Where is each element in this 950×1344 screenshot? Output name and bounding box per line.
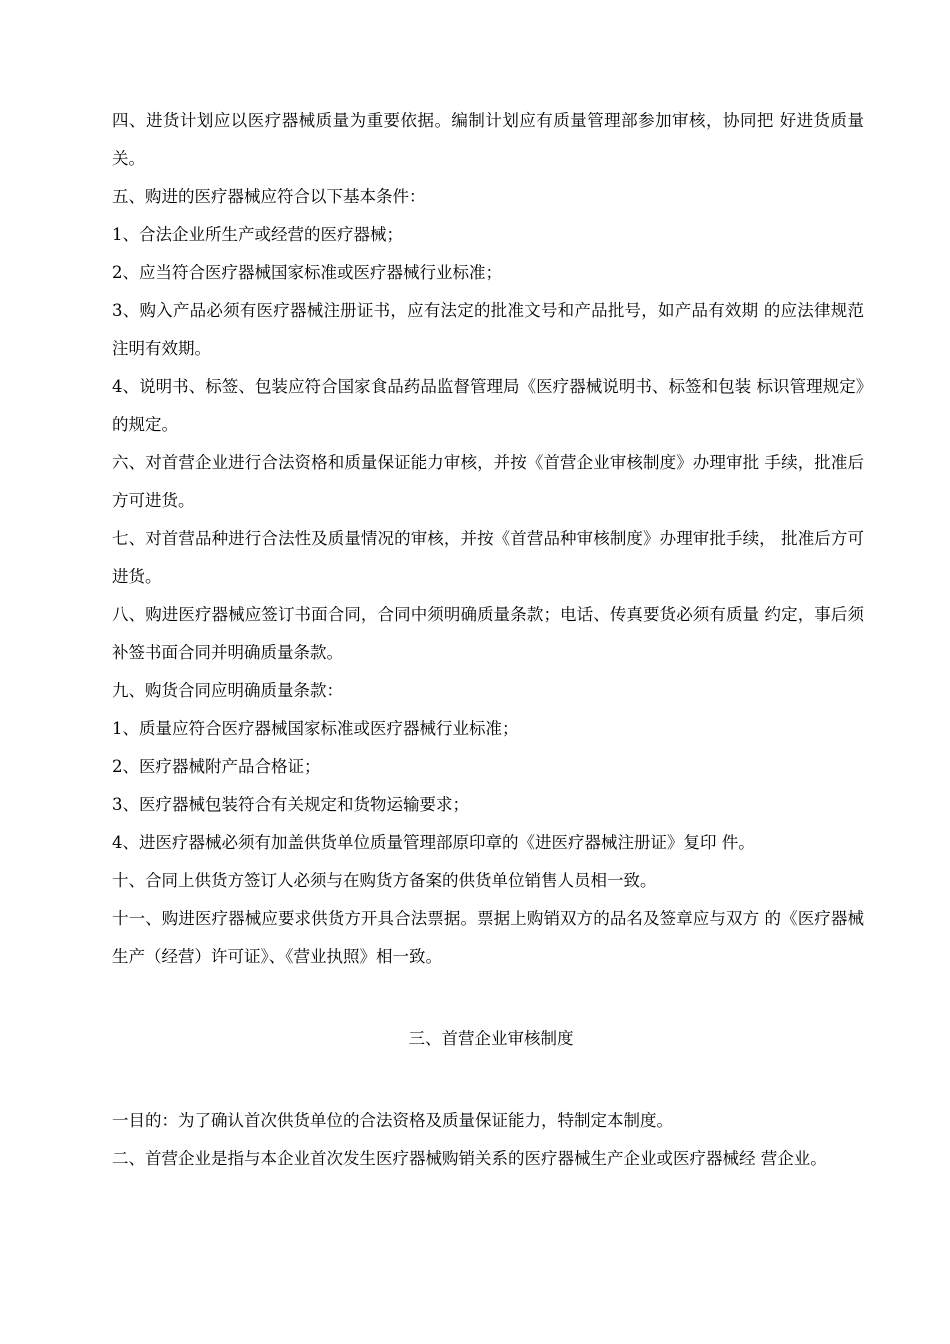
paragraph-9-item-2: 2、医疗器械附产品合格证； bbox=[112, 757, 321, 776]
document-page bbox=[112, 102, 864, 1178]
paragraph-5-item-4: 4、说明书、标签、包装应符合国家食品药品监督管理局《医疗器械说明书、标签和包装 标识管理规定》的规定。 bbox=[112, 377, 864, 434]
paragraph-8: 八、购进医疗器械应签订书面合同，合同中须明确质量条款；电话、传真要货必须有质量 约定，事后须补签书面合同并明确质量条款。 bbox=[112, 605, 864, 662]
paragraph-6: 六、对首营企业进行合法资格和质量保证能力审核，并按《首营企业审核制度》办理审批 手续，批准后方可进货。 bbox=[112, 453, 864, 510]
paragraph-5-item-2: 2、应当符合医疗器械国家标准或医疗器械行业标准； bbox=[112, 263, 502, 282]
section-spacer-bottom bbox=[112, 1058, 864, 1102]
section-title: 三、首营企业审核制度 bbox=[408, 1029, 574, 1048]
paragraph-9-item-3: 3、医疗器械包装符合有关规定和货物运输要求； bbox=[112, 795, 469, 814]
paragraph-5-item-1: 1、合法企业所生产或经营的医疗器械； bbox=[112, 225, 403, 244]
paragraph-9-item-1: 1、质量应符合医疗器械国家标准或医疗器械行业标准； bbox=[112, 719, 519, 738]
paragraph-9-item-4: 4、进医疗器械必须有加盖供货单位质量管理部原印章的《进医疗器械注册证》复印 件。 bbox=[112, 833, 755, 852]
paragraph-9: 九、购货合同应明确质量条款： bbox=[112, 681, 343, 700]
paragraph-11: 十一、购进医疗器械应要求供货方开具合法票据。票据上购销双方的品名及签章应与双方 的《医疗器械生产（经营）许可证》、《营业执照》相一致。 bbox=[112, 909, 864, 966]
paragraph-5-item-3: 3、购入产品必须有医疗器械注册证书，应有法定的批准文号和产品批号，如产品有效期 的应法律规范注明有效期。 bbox=[112, 301, 864, 358]
section-paragraph-2: 二、首营企业是指与本企业首次发生医疗器械购销关系的医疗器械生产企业或医疗器械经 营企业。 bbox=[112, 1149, 827, 1168]
paragraph-7: 七、对首营品种进行合法性及质量情况的审核，并按《首营品种审核制度》办理审批手续， 批准后方可进货。 bbox=[112, 529, 864, 586]
section-paragraph-1: 一目的：为了确认首次供货单位的合法资格及质量保证能力，特制定本制度。 bbox=[112, 1111, 673, 1130]
paragraph-10: 十、合同上供货方签订人必须与在购货方备案的供货单位销售人员相一致。 bbox=[112, 871, 657, 890]
paragraph-4: 四、进货计划应以医疗器械质量为重要依据。编制计划应有质量管理部参加审核，协同把 好进货质量关。 bbox=[112, 111, 864, 168]
paragraph-5: 五、购进的医疗器械应符合以下基本条件： bbox=[112, 187, 426, 206]
section-spacer-top bbox=[112, 976, 864, 1020]
